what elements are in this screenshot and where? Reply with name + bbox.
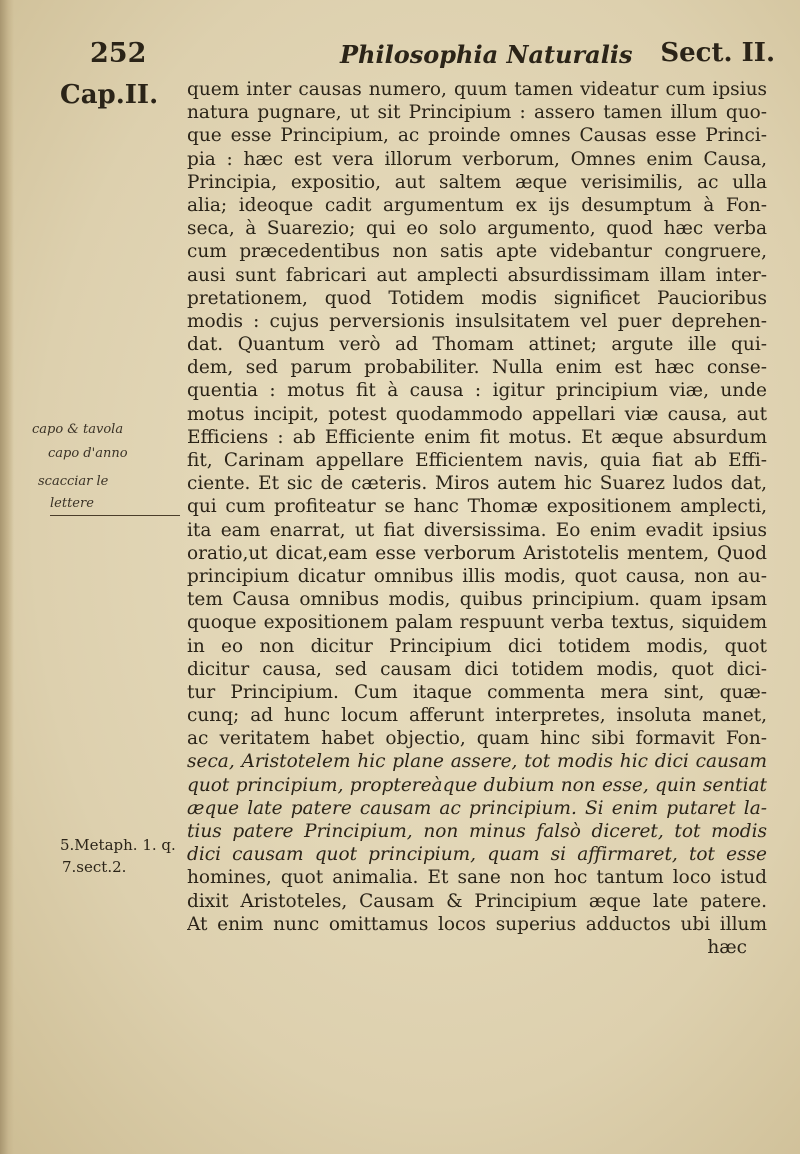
text-line: dat. Quantum verò ad Thomam attinet; argute ille qui-: [187, 334, 767, 356]
text-line: dici causam quot principium, quam si affirmaret, tot esse: [187, 844, 767, 866]
text-line: homines, quot animalia. Et sane non hoc tantum loco istud: [187, 867, 767, 889]
text-line: motus incipit, potest quodammodo appellari viæ causa, aut: [187, 403, 767, 425]
text-line: fit, Carinam appellare Efficientem navis, quia fiat ab Effi-: [187, 450, 767, 471]
handwritten-margin-note: scacciar le: [38, 474, 109, 489]
body-text: [187, 78, 767, 959]
section-label: Sect. II.: [660, 38, 775, 68]
text-line: modis : cujus perversionis insulsitatem vel puer deprehen-: [187, 310, 767, 332]
text-line: tur Principium. Cum itaque commenta mera sint, quæ-: [187, 681, 767, 703]
text-line: Principia, expositio, aut saltem æque verisimilis, ac ulla: [187, 171, 767, 193]
margin-underline: [50, 515, 180, 516]
text-line: seca, Aristotelem hic plane assere, tot modis hic dici causam: [187, 751, 767, 773]
text-line: dixit Aristoteles, Causam & Principium æque late patere.: [187, 890, 767, 912]
text-line: ausi sunt fabricari aut amplecti absurdissimam illam inter-: [187, 264, 767, 286]
text-line: ita eam enarrat, ut fiat diversissima. Eo enim evadit ipsius: [187, 519, 767, 541]
page-number: 252: [90, 38, 147, 69]
text-line: cum præcedentibus non satis apte videbantur congruere,: [187, 241, 767, 263]
text-line: pretationem, quod Totidem modis significet Paucioribus: [187, 287, 767, 309]
text-line: natura pugnare, ut sit Principium : assero tamen illum quo-: [187, 102, 767, 124]
text-line: dem, sed parum probabiliter. Nulla enim est hæc conse-: [187, 357, 767, 379]
page-header: [90, 38, 780, 78]
text-line: æque late patere causam ac principium. Si enim putaret la-: [187, 797, 767, 819]
text-line: tius patere Principium, non minus falsò diceret, tot modis: [187, 821, 767, 842]
page-spine-shadow: [0, 0, 14, 1154]
text-line: Efficiens : ab Efficiente enim fit motus. Et æque absurdum: [187, 426, 767, 448]
text-line: quem inter causas numero, quum tamen videatur cum ipsius: [187, 79, 767, 100]
text-line: cunq; ad hunc locum afferunt interpretes, insoluta manet,: [187, 705, 767, 727]
text-line: quentia : motus fit à causa : igitur principium viæ, unde: [187, 380, 767, 402]
text-line: principium dicatur omnibus illis modis, quot causa, non au-: [187, 565, 767, 587]
text-line: alia; ideoque cadit argumentum ex ijs desumptum à Fon-: [187, 194, 767, 216]
text-line: seca, à Suarezio; qui eo solo argumento, quod hæc verba: [187, 218, 767, 240]
text-line: in eo non dicitur Principium dici totidem modis, quot: [187, 635, 767, 657]
text-line: At enim nunc omittamus locos superius adductos ubi illum: [187, 913, 767, 935]
text-line: quot principium, proptereàque dubium non esse, quin sentiat: [187, 774, 767, 796]
handwritten-margin-note: capo d'anno: [48, 446, 128, 461]
text-line: dicitur causa, sed causam dici totidem modis, quot dici-: [187, 658, 767, 680]
text-line: oratio,ut dicat,eam esse verborum Aristotelis mentem, Quod: [187, 542, 767, 564]
chapter-label: Cap.II.: [60, 80, 159, 110]
text-line: que esse Principium, ac proinde omnes Causas esse Princi-: [187, 125, 767, 147]
handwritten-margin-note: capo & tavola: [32, 422, 124, 437]
handwritten-margin-note: lettere: [50, 496, 94, 511]
text-line: qui cum profiteatur se hanc Thomæ expositionem amplecti,: [187, 496, 767, 518]
text-line: quoque expositionem palam respuunt verba textus, siquidem: [187, 612, 767, 634]
margin-reference: 7.sect.2.: [62, 858, 127, 876]
text-line: ciente. Et sic de cæteris. Miros autem hic Suarez ludos dat,: [187, 473, 767, 495]
margin-reference: 5.Metaph. 1. q.: [60, 836, 176, 854]
text-line: tem Causa omnibus modis, quibus principium. quam ipsam: [187, 589, 767, 611]
catchword: hæc: [707, 936, 747, 958]
running-title: Philosophia Naturalis: [340, 40, 633, 69]
text-line: pia : hæc est vera illorum verborum, Omnes enim Causa,: [187, 148, 767, 170]
text-line: ac veritatem habet objectio, quam hinc sibi formavit Fon-: [187, 728, 767, 750]
